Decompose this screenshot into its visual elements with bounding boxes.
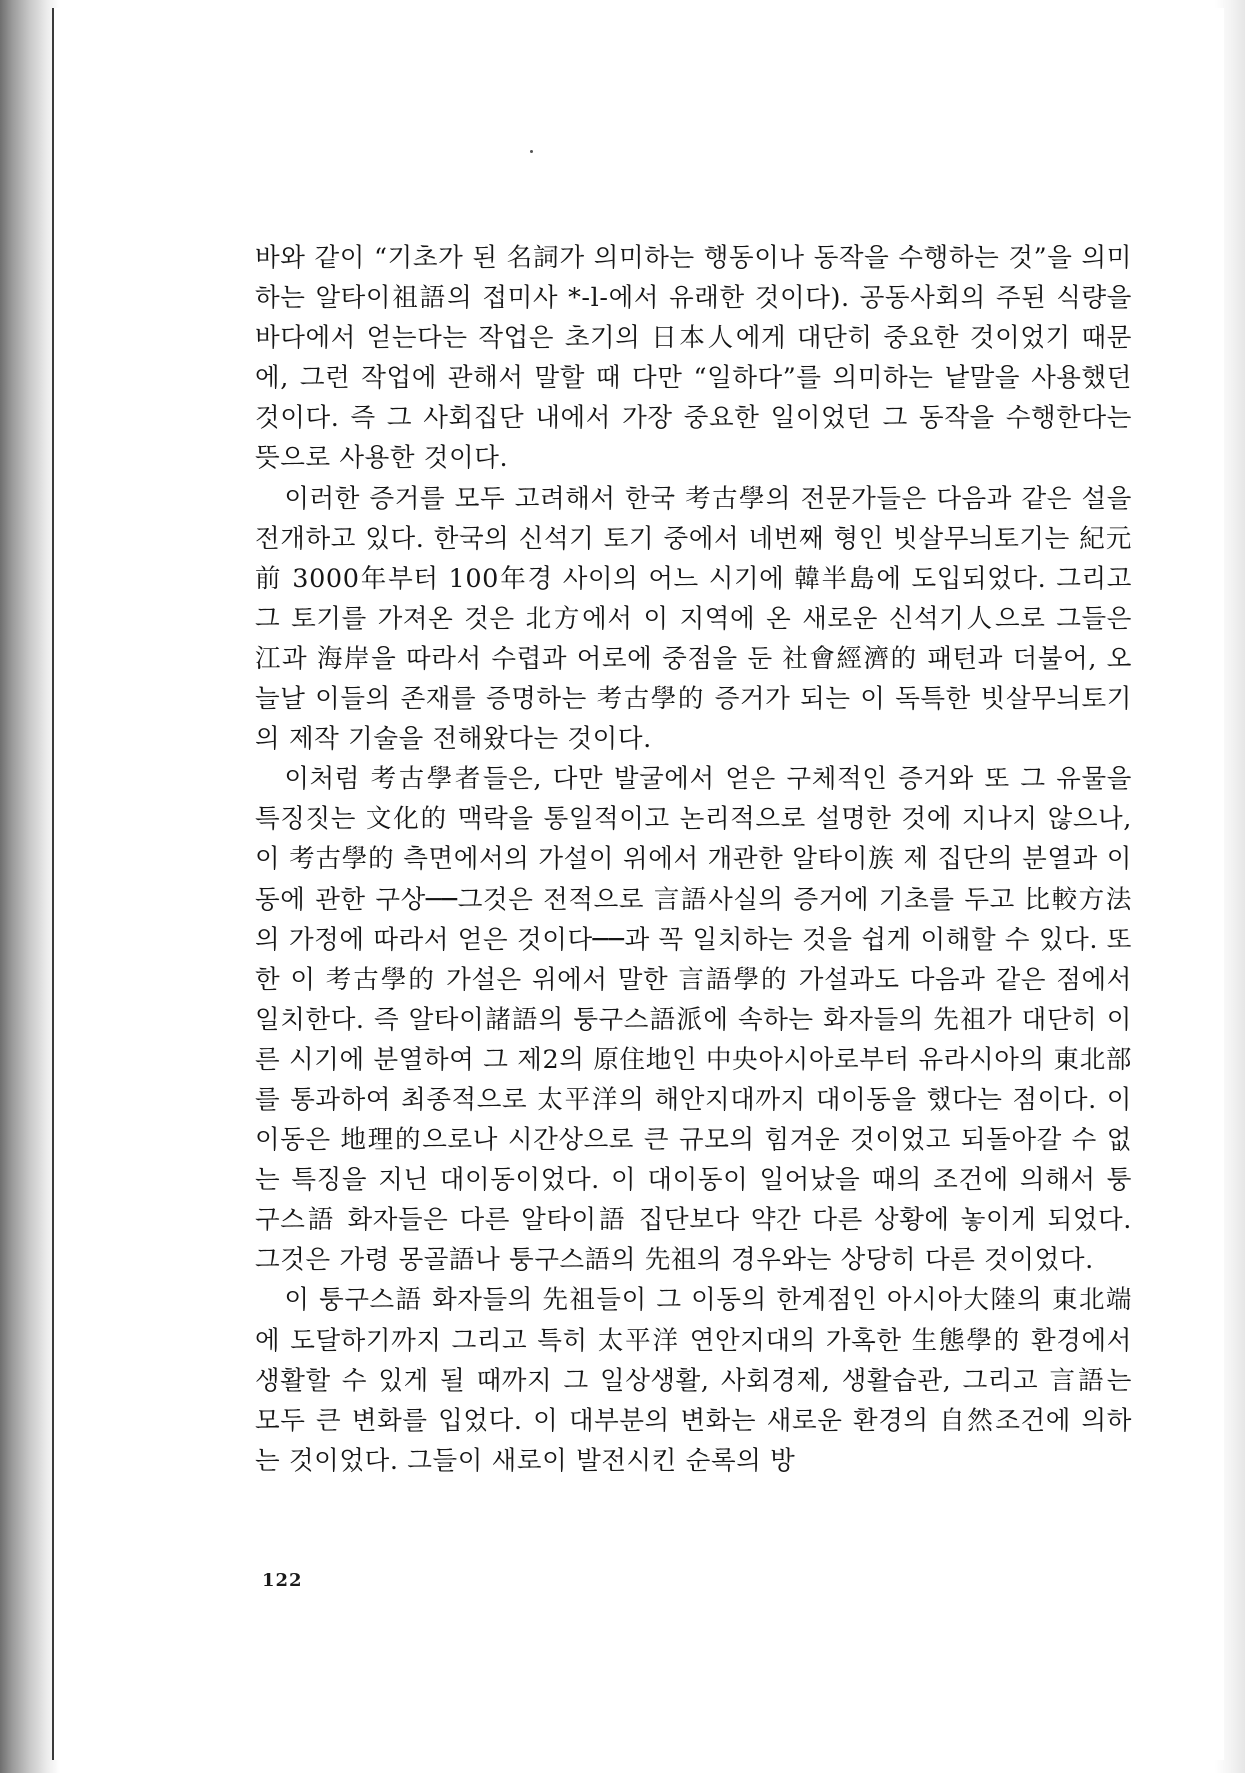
paragraph-3: 이처럼 考古學者들은, 다만 발굴에서 얻은 구체적인 증거와 또 그 유물을 특징짓는 文化的 맥락을 통일적이고 논리적으로 설명한 것에 지나지 않으나, 이 考古學的 측면에서의 가설이 위에서 개관한 알타이族 제 집단의 분열과 이동에 관한 구상──그것은 전적으로 言語사실의 증거에 기초를 두고 比較方法의 가정에 따라서 얻은 것이다──과 꼭 일치하는 것을 쉽게 이해할 수 있다. 또한 이 考古學的 가설은 위에서 말한 言語學的 가설과도 다음과 같은 점에서 일치한다. 즉 알타이諸語의 퉁구스語派에 속하는 화자들의 先祖가 대단히 이른 시기에 분열하여 그 제2의 原住地인 中央아시아로부터 유라시아의 東北部를 통과하여 최종적으로 太平洋의 해안지대까지 대이동을 했다는 점이다. 이 이동은 地理的으로나 시간상으로 큰 규모의 힘겨운 것이었고 되돌아갈 수 없는 특징을 지닌 대이동이었다. 이 대이동이 일어났을 때의 조건에 의해서 퉁구스語 화자들은 다른 알타이語 집단보다 약간 다른 상황에 놓이게 되었다. 그것은 가령 몽골語나 퉁구스語의 先祖의 경우와는 상당히 다른 것이었다.: [255, 764, 1132, 1276]
page-number: 122: [262, 1570, 303, 1591]
page-left-edge-shadow: [0, 0, 60, 1773]
body-text: [255, 238, 1132, 1481]
paragraph-2: 이러한 증거를 모두 고려해서 한국 考古學의 전문가들은 다음과 같은 설을 전개하고 있다. 한국의 신석기 토기 중에서 네번째 형인 빗살무늬토기는 紀元前 3000年부터 100年경 사이의 어느 시기에 韓半島에 도입되었다. 그리고 그 토기를 가져온 것은 北方에서 이 지역에 온 새로운 신석기人으로 그들은 江과 海岸을 따라서 수렵과 어로에 중점을 둔 社會經濟的 패턴과 더불어, 오늘날 이들의 존재를 증명하는 考古學的 증거가 되는 이 독특한 빗살무늬토기의 제작 기술을 전해왔다는 것이다.: [255, 483, 1132, 755]
scan-speck: [530, 150, 533, 153]
paragraph-1: 바와 같이 “기초가 된 名詞가 의미하는 행동이나 동작을 수행하는 것”을 의미하는 알타이祖語의 접미사 *-l-에서 유래한 것이다). 공동사회의 주된 식량을 바다에서 얻는다는 작업은 초기의 日本人에게 대단히 중요한 것이었기 때문에, 그런 작업에 관해서 말할 때 다만 “일하다”를 의미하는 낱말을 사용했던 것이다. 즉 그 사회집단 내에서 가장 중요한 일이었던 그 동작을 수행한다는 뜻으로 사용한 것이다.: [255, 243, 1132, 474]
paragraph-4: 이 퉁구스語 화자들의 先祖들이 그 이동의 한계점인 아시아大陸의 東北端에 도달하기까지 그리고 특히 太平洋 연안지대의 가혹한 生態學的 환경에서 생활할 수 있게 될 때까지 그 일상생활, 사회경제, 생활습관, 그리고 言語는 모두 큰 변화를 입었다. 이 대부분의 변화는 새로운 환경의 自然조건에 의하는 것이었다. 그들이 새로이 발전시킨 순록의 방: [255, 1285, 1132, 1476]
